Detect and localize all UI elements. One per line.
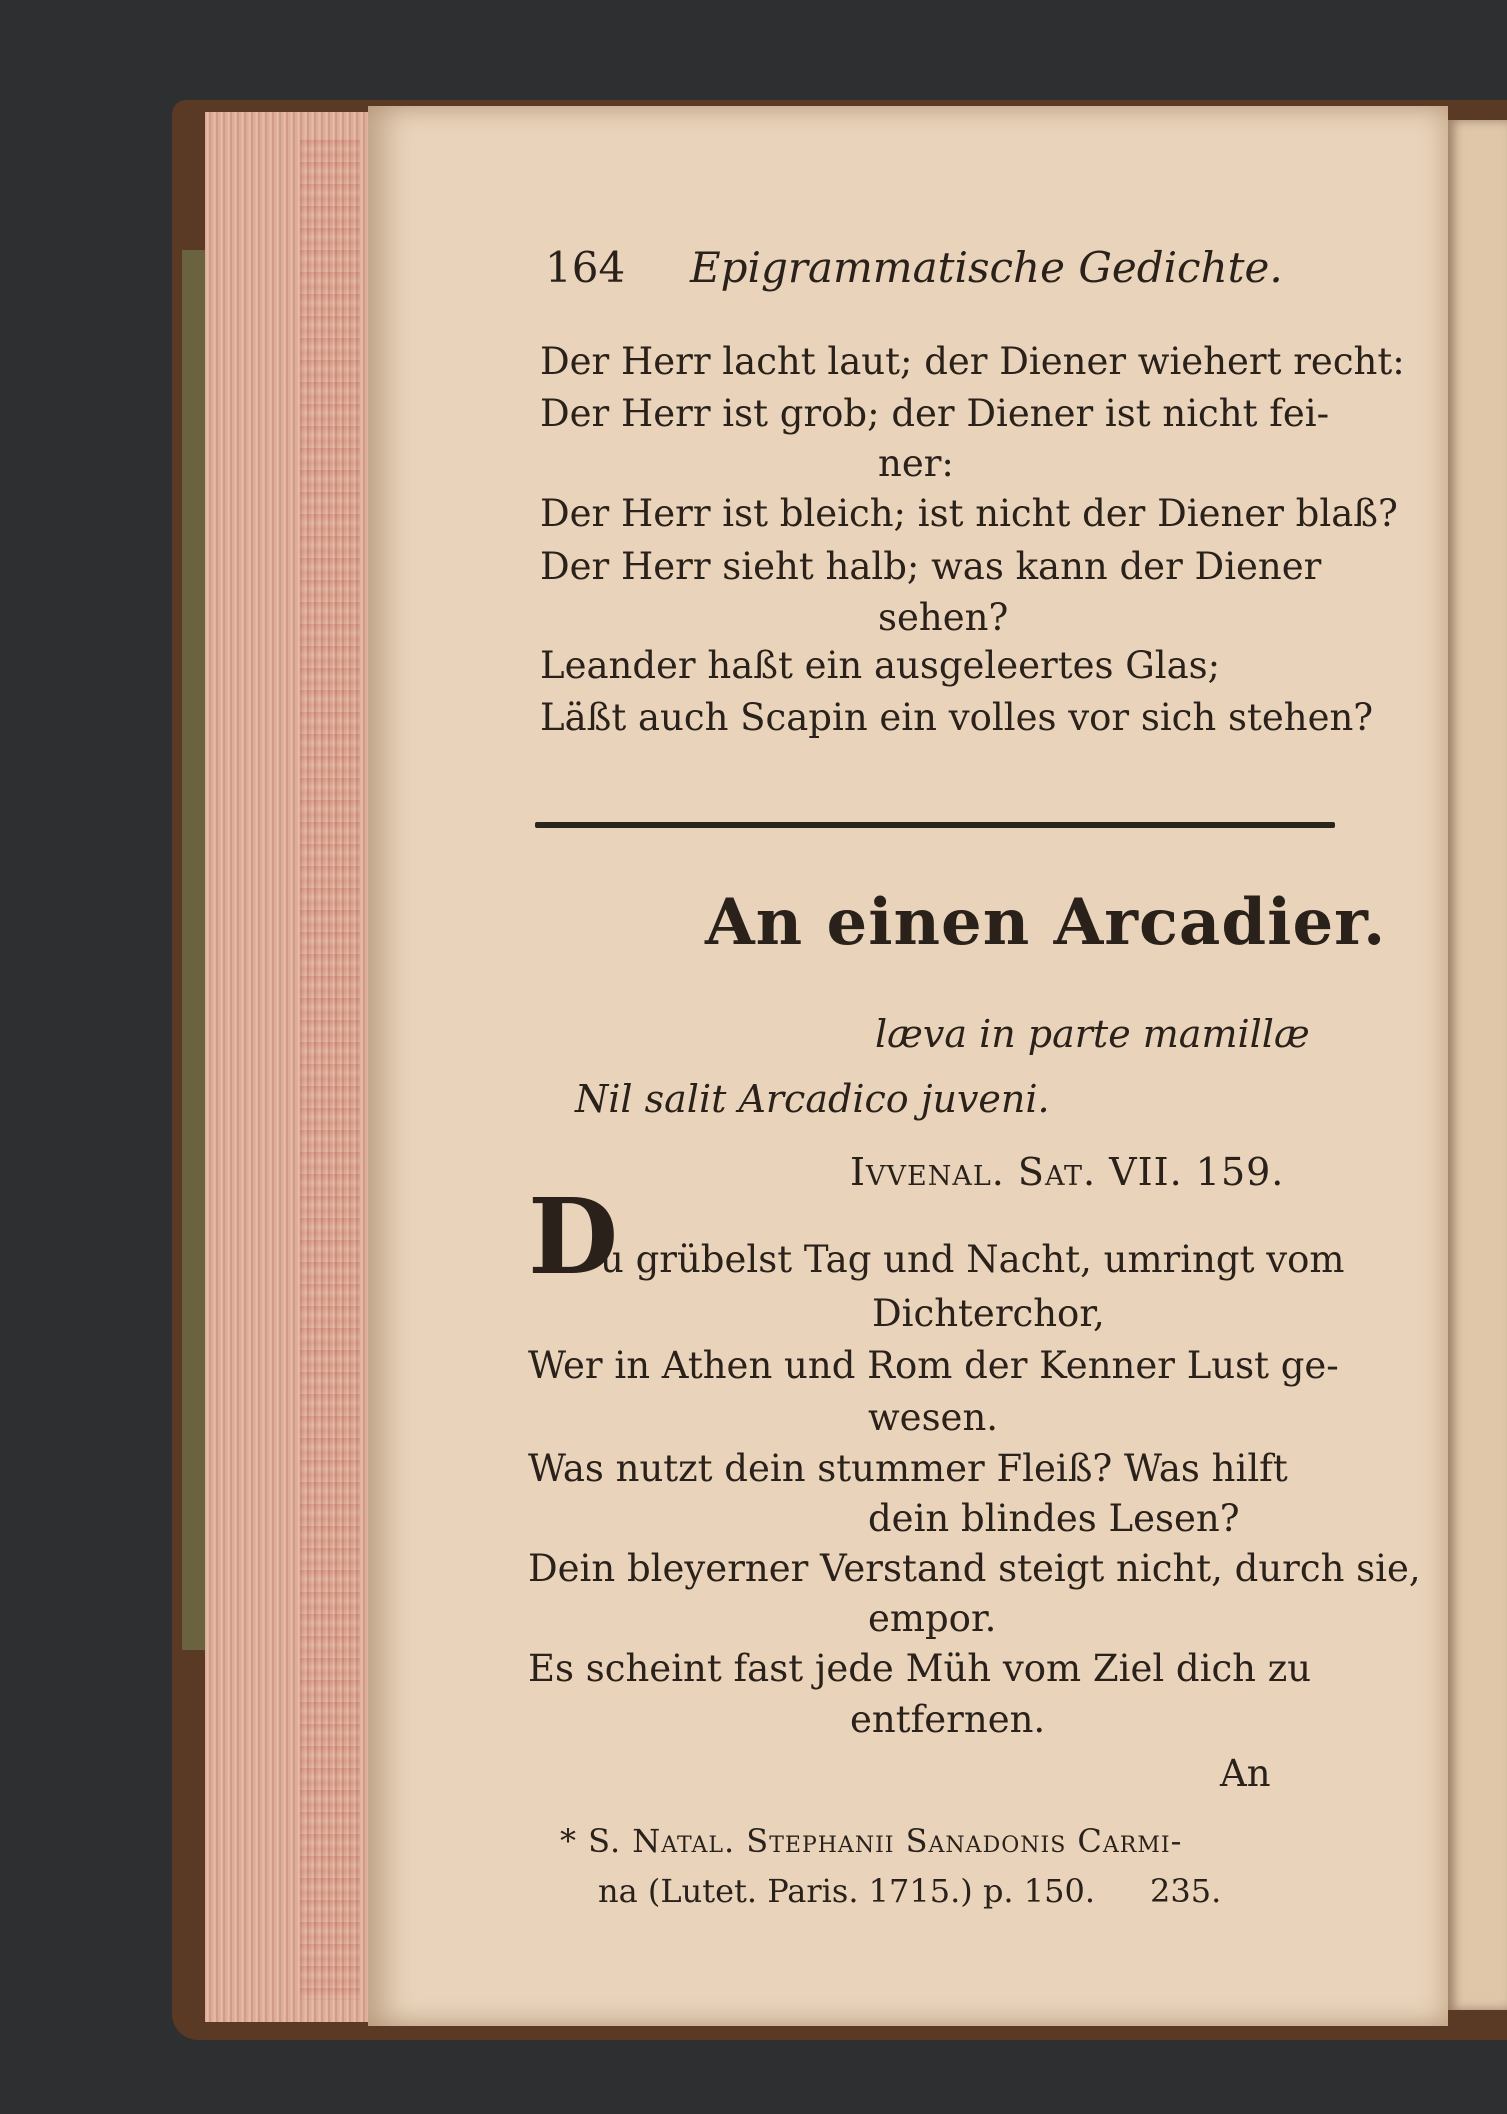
drop-cap: D xyxy=(528,1175,619,1298)
epigraph-line: læva in parte mamillæ xyxy=(875,1012,1310,1056)
poem-line: Dein bleyerner Verstand steigt nicht, durch sie, xyxy=(528,1547,1421,1590)
poem-line: Der Herr lacht laut; der Diener wiehert recht: xyxy=(540,340,1405,383)
poem-line: Der Herr ist bleich; ist nicht der Diener blaß? xyxy=(540,492,1398,535)
epigraph-line: Nil salit Arcadico juveni. xyxy=(575,1077,1050,1121)
poem-line: Dichterchor, xyxy=(872,1292,1105,1335)
poem-line: Was nutzt dein stummer Fleiß? Was hilft xyxy=(528,1447,1288,1490)
facing-page-edge xyxy=(1448,120,1507,2010)
poem-line: Es scheint fast jede Müh vom Ziel dich zu xyxy=(528,1647,1312,1690)
poem-title: An einen Arcadier. xyxy=(705,885,1387,960)
signature-mark: 235. xyxy=(1150,1872,1222,1910)
running-title: Epigrammatische Gedichte. xyxy=(690,243,1283,292)
poem-line: ner: xyxy=(878,442,954,485)
poem-line: Der Herr ist grob; der Diener ist nicht fei- xyxy=(540,392,1330,435)
poem-line: Wer in Athen und Rom der Kenner Lust ge- xyxy=(528,1344,1339,1387)
poem-line: wesen. xyxy=(868,1396,999,1439)
poem-line: Läßt auch Scapin ein volles vor sich stehen? xyxy=(540,696,1374,739)
epigraph-source: Ivvenal. Sat. VII. 159. xyxy=(850,1150,1285,1194)
catchword: An xyxy=(1220,1752,1271,1795)
poem-line: sehen? xyxy=(878,596,1009,639)
poem-line: Der Herr sieht halb; was kann der Diener xyxy=(540,545,1322,588)
poem-line: empor. xyxy=(868,1597,997,1640)
page-number: 164 xyxy=(545,243,626,292)
poem-line: dein blindes Lesen? xyxy=(868,1497,1240,1540)
red-speckled-edge xyxy=(300,140,360,2000)
section-divider xyxy=(535,822,1335,828)
poem-line: u grübelst Tag und Nacht, umringt vom xyxy=(600,1238,1345,1281)
poem-line: entfernen. xyxy=(850,1698,1046,1741)
footnote-line: * S. Natal. Stephanii Sanadonis Carmi- xyxy=(560,1822,1183,1860)
footnote-line: na (Lutet. Paris. 1715.) p. 150. xyxy=(598,1872,1096,1910)
poem-line: Leander haßt ein ausgeleertes Glas; xyxy=(540,644,1221,687)
